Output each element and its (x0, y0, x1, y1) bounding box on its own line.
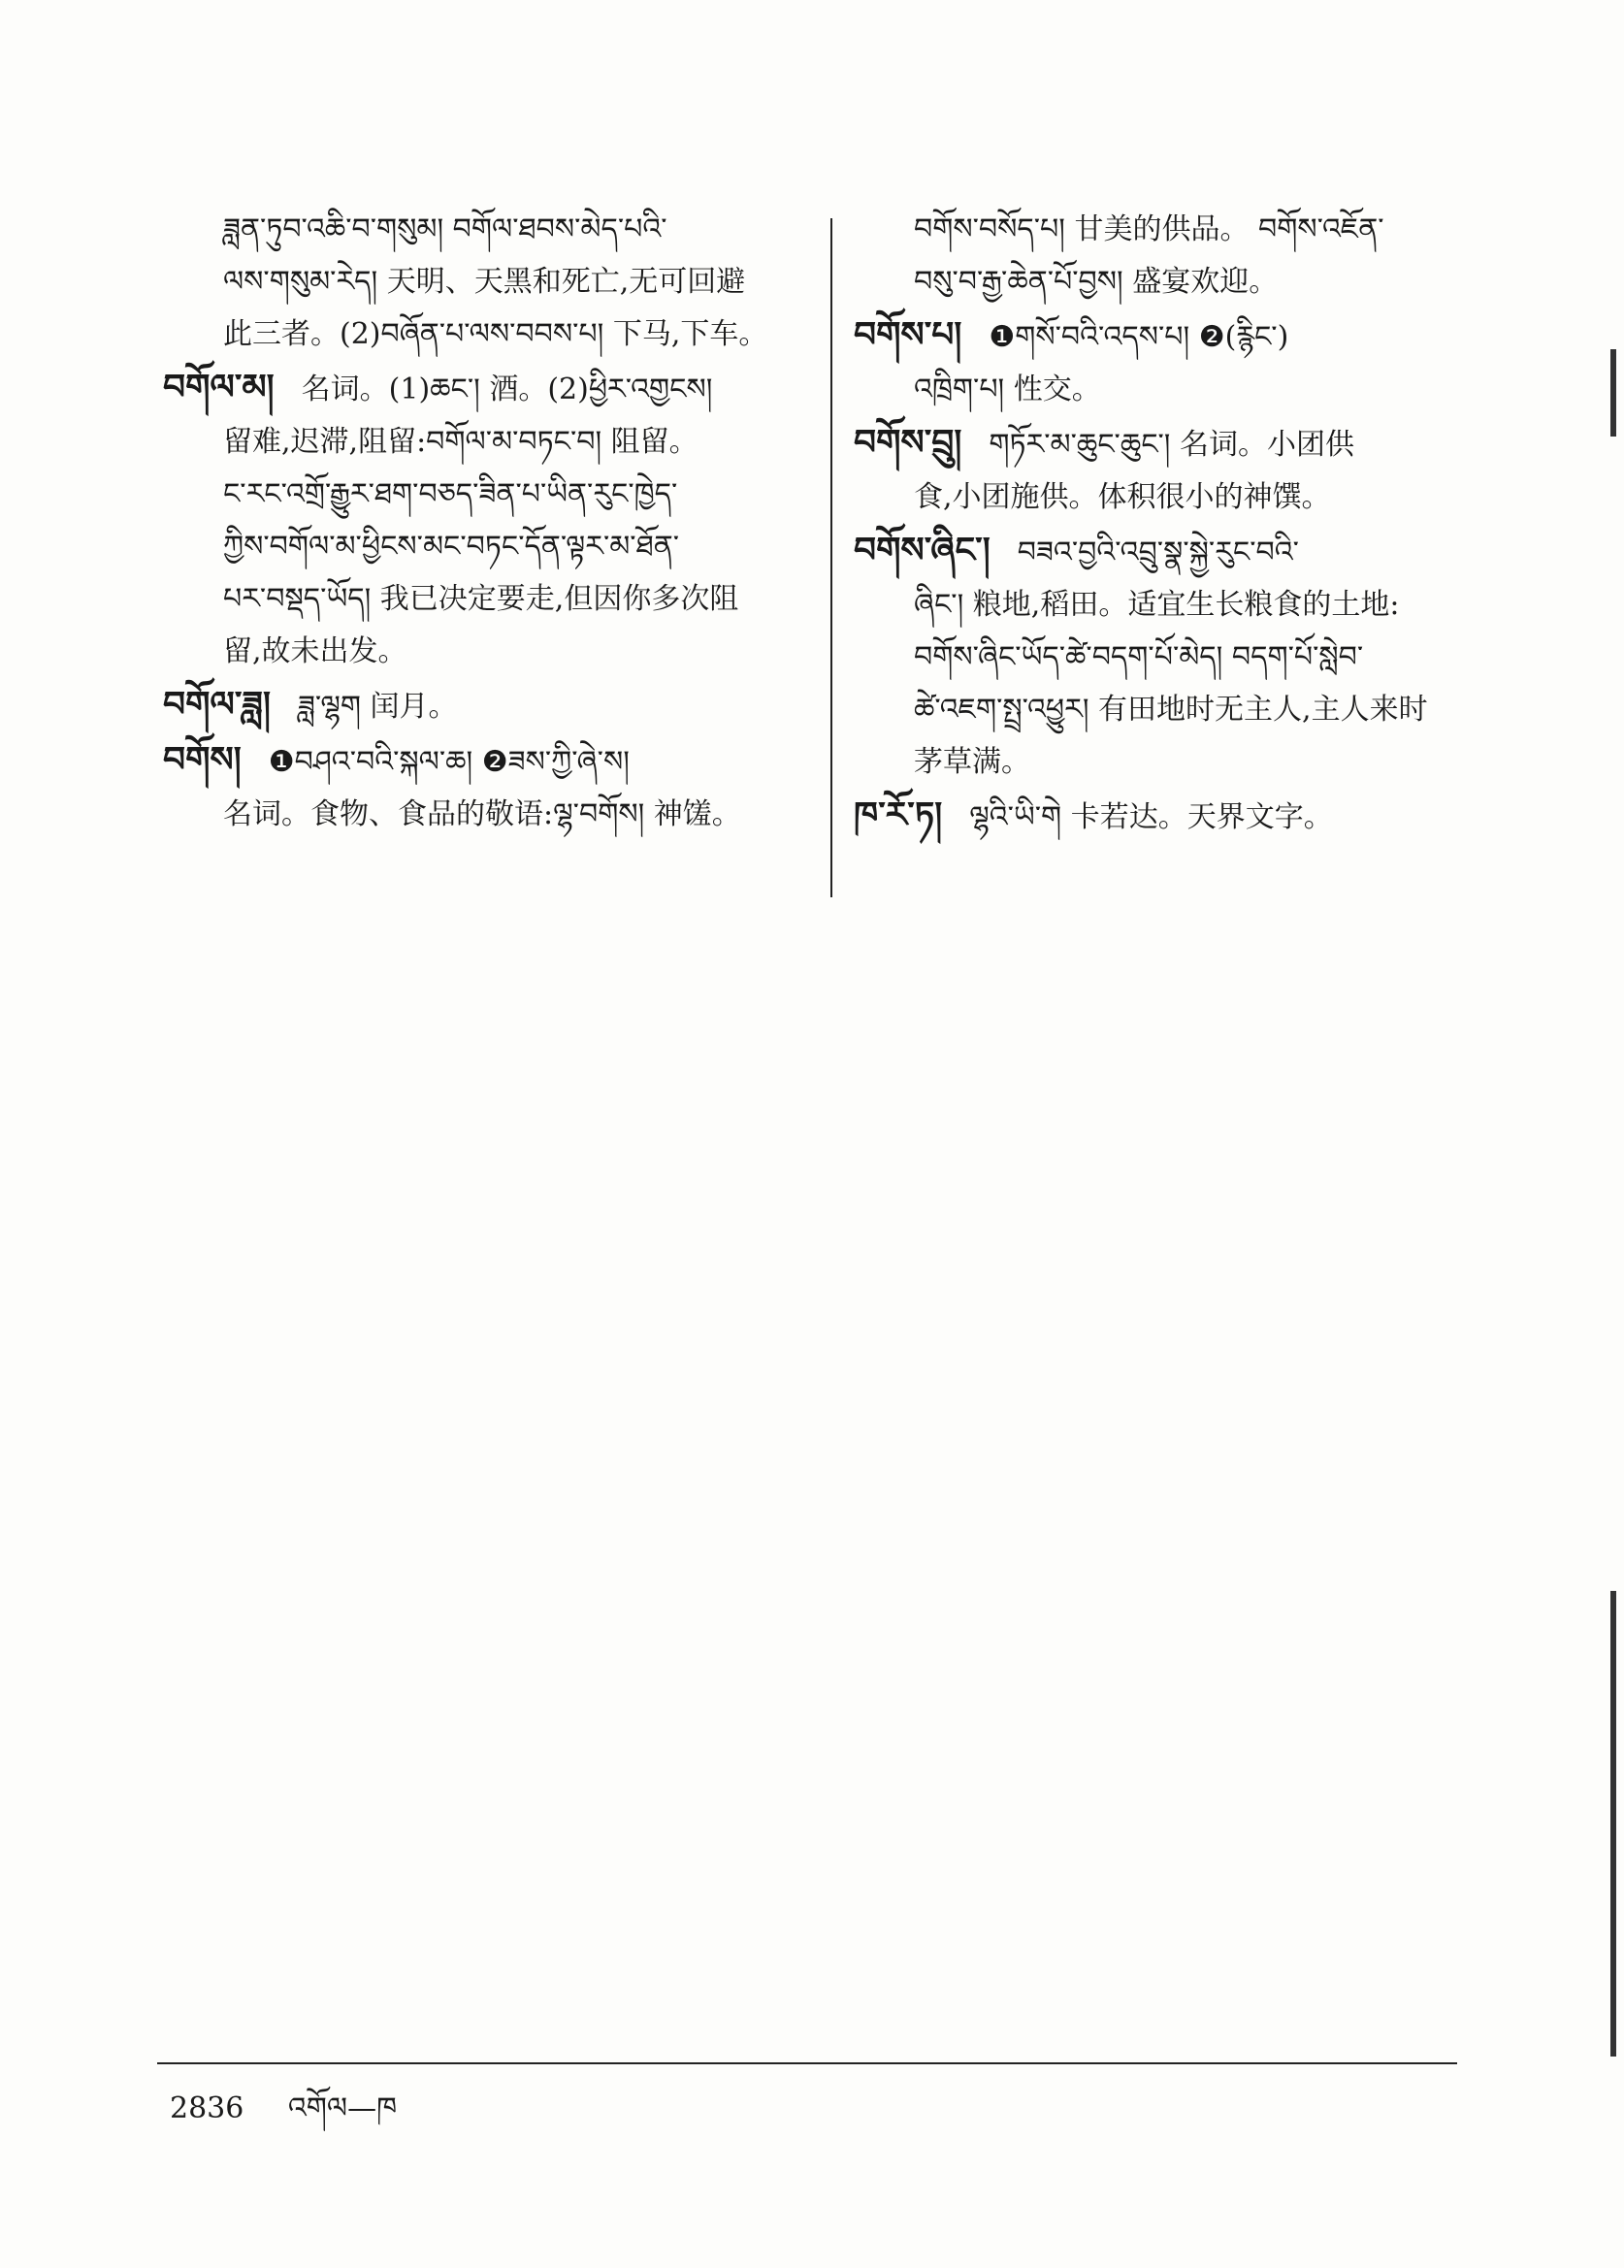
footer-rule (157, 2062, 1457, 2064)
definition-text: ཞིང་། 粮地,稻田。适宜生长粮食的土地: (914, 588, 1400, 622)
headword: བགོས་ཞིང་། (854, 530, 991, 570)
definition-text: གཏོར་མ་ཆུང་ཆུང་། 名词。小团供 (989, 428, 1355, 462)
definition-text: ལས་གསུམ་རེད། 天明、天黑和死亡,无可回避 (223, 265, 746, 299)
entry-continuation (163, 789, 803, 841)
definition-text: ཀྱིས་བགོལ་མ་ཕྱིངས་མང་བཏང་དོན་ལྟར་མ་ཐོན་ (223, 530, 680, 564)
headword: བགོལ་ཟླ། (163, 684, 271, 725)
entry-continuation (163, 256, 803, 308)
definition-text: བགོས་ཞིང་ཡོད་ཚེ་བདག་པོ་མེད། བདག་པོ་སླེབ་ (914, 640, 1364, 674)
page-footer (170, 2076, 432, 2157)
definition-text: 留,故未出发。 (223, 634, 407, 668)
definition-text: ❶གསོ་བའི་འདས་པ། ❷(རྙིང་) (989, 320, 1289, 354)
entry-continuation (854, 579, 1494, 632)
headword: བགོས་པ། (854, 314, 962, 355)
dictionary-entry (854, 789, 1494, 844)
scan-edge-mark (1610, 1591, 1616, 2057)
page-range: འགོལ—ཁ (287, 2091, 398, 2125)
headword: བགོས་བྲུ། (854, 422, 962, 463)
entry-continuation (163, 573, 803, 626)
left-column (163, 204, 803, 841)
entry-continuation (163, 308, 803, 361)
definition-text: བཟའ་བྱའི་འབྲུ་སྣ་སྐྱེ་རུང་བའི་ (1017, 535, 1299, 569)
dictionary-entry (854, 416, 1494, 471)
entry-continuation (854, 204, 1494, 256)
page-number: 2836 (170, 2091, 244, 2125)
dictionary-entry (163, 733, 803, 789)
definition-text: 茅草满。 (914, 745, 1030, 779)
entry-continuation (854, 684, 1494, 736)
entry-continuation (163, 416, 803, 469)
definition-text: ང་རང་འགྲོ་རྒྱུར་ཐག་བཅད་ཟིན་པ་ཡིན་རུང་ཁྱེད་ (223, 477, 678, 511)
dictionary-entry (854, 308, 1494, 364)
definition-text: 食,小团施供。体积很小的神馔。 (914, 480, 1331, 514)
definition-text: པར་བསྡད་ཡོད། 我已决定要走,但因你多次阻 (223, 582, 739, 616)
definition-text: 名词。(1)ཆང་། 酒。(2)ཕྱིར་འགྱངས། (301, 373, 713, 406)
entry-continuation (854, 256, 1494, 308)
definition-text: བསུ་བ་རྒྱ་ཆེན་པོ་བྱས། 盛宴欢迎。 (914, 265, 1279, 299)
definition-text: 此三者。(2)བཞོན་པ་ལས་བབས་པ། 下马,下车。 (223, 317, 768, 351)
definition-text: འཁྲིག་པ། 性交。 (914, 373, 1101, 406)
entry-continuation (163, 204, 803, 256)
entry-continuation (163, 521, 803, 573)
definition-text: བགོས་བསོད་པ། 甘美的供品。 བགོས་འཇོན་ (914, 212, 1384, 246)
entry-continuation (854, 364, 1494, 416)
definition-text: ཟླན་ཏུབ་འཆི་བ་གསུམ། བགོལ་ཐབས་མེད་པའི་ (223, 212, 667, 246)
dictionary-entry (854, 524, 1494, 579)
column-divider (830, 218, 832, 897)
entry-continuation (854, 471, 1494, 524)
headword: བགོལ་མ། (163, 367, 275, 407)
right-column (854, 204, 1494, 844)
entry-continuation (163, 469, 803, 521)
dictionary-entry (163, 678, 803, 733)
headword: བགོས། (163, 739, 242, 780)
definition-text: ཚེ་འཇག་སྤྲ་འཕྱུར། 有田地时无主人,主人来时 (914, 693, 1428, 727)
scan-edge-mark (1610, 349, 1616, 437)
definition-text: 留难,迟滞,阻留:བགོལ་མ་བཏང་བ། 阻留。 (223, 425, 698, 459)
definition-text: ❶བཤའ་བའི་སྐལ་ཆ། ❷ཟས་ཀྱི་ཞེ་ས། (268, 745, 630, 779)
entry-continuation (854, 632, 1494, 684)
definition-text: ལྷའི་ཡི་གེ 卡若达。天界文字。 (969, 800, 1333, 834)
dictionary-entry (163, 361, 803, 416)
entry-continuation (163, 626, 803, 678)
definition-text: ཟླ་ལྷག 闰月。 (297, 690, 458, 724)
definition-text: 名词。食物、食品的敬语:ལྷ་བགོས། 神馐。 (223, 797, 741, 831)
headword: ཁ་རོ་ཏ། (854, 794, 943, 835)
entry-continuation (854, 736, 1494, 789)
